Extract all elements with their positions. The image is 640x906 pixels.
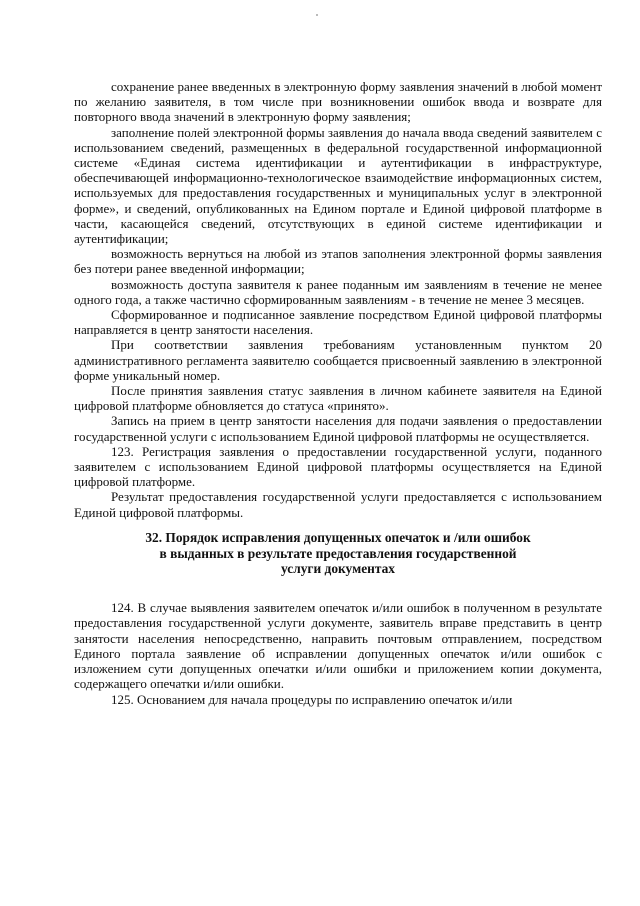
section-heading-line: услуги документах (280, 561, 395, 577)
paragraph: 124. В случае выявления заявителем опечаток и/или ошибок в полученном в результате предоставления государственной услуги документе, заявитель вправе представить в центр занятости населения непосредственно, направить почтовым отправлением, посредством Единого портала заявление об исправлении допущенных опечаток и/или ошибок с изложением сути допущенных опечатки и/или ошибки и приложением копии документа, содержащего опечатки и/или ошибки. (74, 600, 602, 692)
paragraph: 123. Регистрация заявления о предоставлении государственной услуги, поданного заявителем с использованием Единой цифровой платформы осуществляется на Единой цифровой платформе. (74, 443, 602, 490)
paragraph: При соответствии заявления требованиям установленным пунктом 20 административного регламента заявителю сообщается присвоенный заявлению в электронной форме уникальный номер. (74, 337, 602, 383)
document-body (74, 79, 602, 707)
section-heading-line: в выданных в результате предоставления государственной (159, 545, 517, 561)
paragraph: После принятия заявления статус заявления в личном кабинете заявителя на Единой цифровой платформе обновляется до статуса «принято». (74, 383, 602, 414)
paragraph: возможность вернуться на любой из этапов заполнения электронной формы заявления без потери ранее введенной информации; (74, 246, 602, 277)
page-mark (316, 14, 318, 16)
paragraph: 125. Основанием для начала процедуры по исправлению опечаток и/или (111, 691, 513, 707)
paragraph: возможность доступа заявителя к ранее поданным им заявлениям в течение не менее одного года, а также частично сформированным заявлениям - в течение не менее 3 месяцев. (74, 276, 602, 307)
paragraph: заполнение полей электронной формы заявления до начала ввода сведений заявителем с использованием сведений, размещенных в федеральной государственной информационной системе «Единая система идентификации и аутентификации в инфраструктуре, обеспечивающей информационно-технологическое взаимодействие информационных систем, используемых для предоставления государственных и муниципальных услуг в электронной форме», и сведений, опубликованных на Едином портале и Единой цифровой платформе в части, касающейся сведений, отсутствующих в единой системе идентификации и аутентификации; (74, 124, 602, 247)
section-heading-line: 32. Порядок исправления допущенных опечаток и /или ошибок (145, 529, 531, 545)
paragraph: Запись на прием в центр занятости населения для подачи заявления о предоставлении государственной услуги с использованием Единой цифровой платформы не осуществляется. (74, 413, 602, 444)
paragraph: Результат предоставления государственной услуги предоставляется с использованием Единой цифровой платформы. (74, 489, 602, 520)
paragraph: Сформированное и подписанное заявление посредством Единой цифровой платформы направляется в центр занятости населения. (74, 307, 602, 338)
section-heading (74, 530, 602, 577)
paragraph: сохранение ранее введенных в электронную форму заявления значений в любой момент по желанию заявителя, в том числе при возникновении ошибок ввода и возврате для повторного ввода значений в электронную форму заявления; (74, 79, 602, 125)
